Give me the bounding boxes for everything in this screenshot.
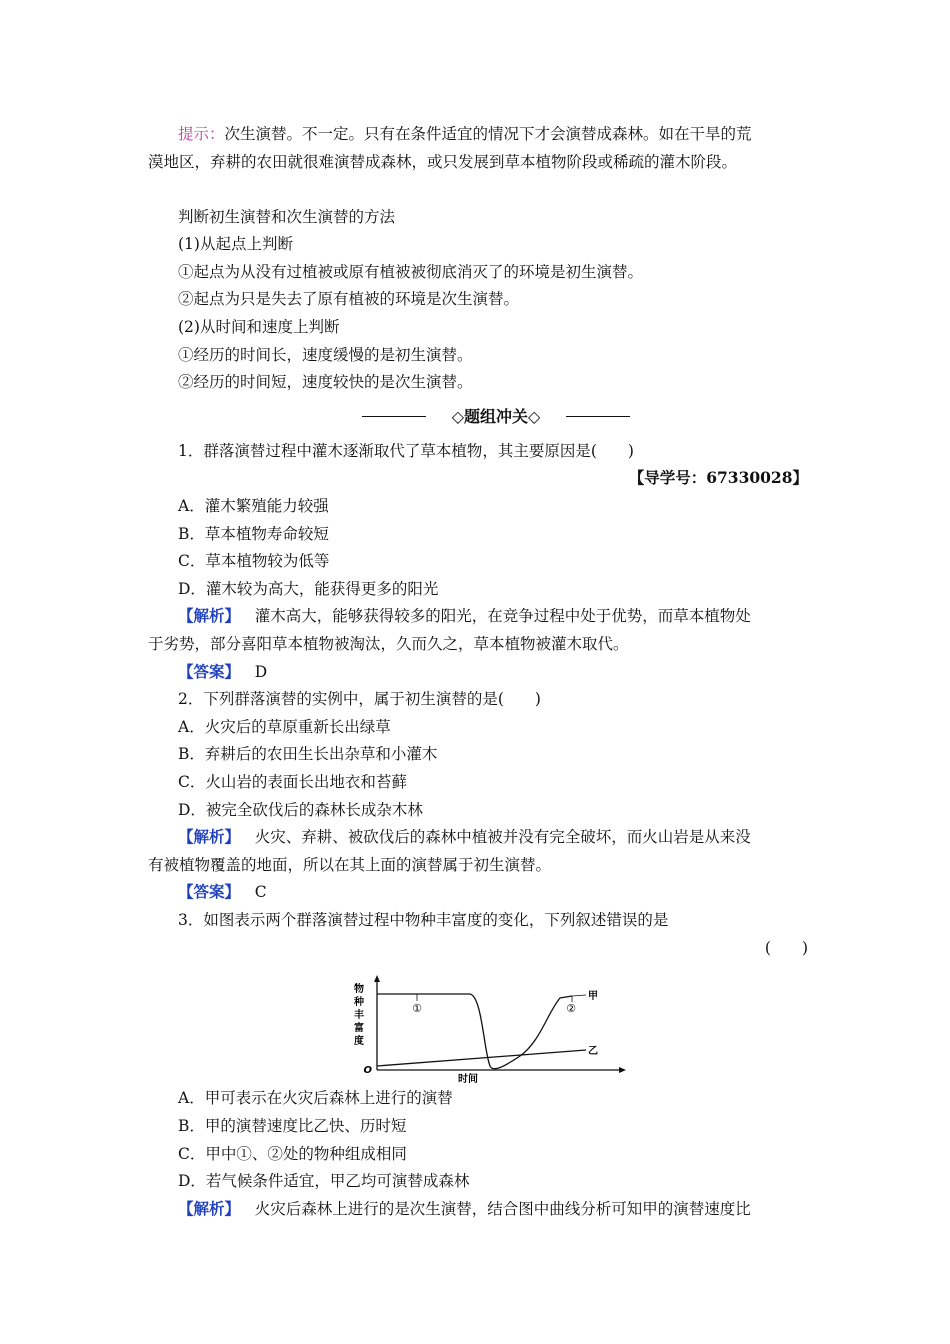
q3-paren: ( ) (764, 939, 808, 957)
section-divider (362, 406, 630, 428)
q3-option-d: D．若气候条件适宜，甲乙均可演替成森林 (178, 1172, 470, 1190)
origin-label: O (363, 1065, 372, 1076)
q1-option-a: A．灌木繁殖能力较强 (178, 497, 329, 515)
answer-tag: 【答案】 (178, 882, 241, 901)
q1-analysis-line-2: 于劣势，部分喜阳草本植物被淘汰，久而久之，草本植物被灌木取代。 (148, 635, 629, 653)
answer-tag: 【答案】 (178, 662, 241, 681)
method-line: ②经历的时间短，速度较快的是次生演替。 (178, 373, 473, 391)
marker-2-label: ② (566, 1002, 576, 1015)
analysis-tag: 【解析】 (178, 1199, 241, 1218)
q1-option-d: D．灌木较为高大，能获得更多的阳光 (178, 580, 439, 598)
y-axis-label-char: 度 (354, 1036, 364, 1047)
q1-analysis-line-1: 【解析】 灌木高大，能够获得较多的阳光，在竞争过程中处于优势，而草本植物处 (178, 606, 751, 625)
method-line: ②起点为只是失去了原有植被的环境是次生演替。 (178, 290, 520, 308)
series-jia-leader (572, 995, 586, 996)
y-axis-arrow (374, 975, 380, 982)
q2-answer: 【答案】 C (178, 882, 267, 901)
y-axis-label-char: 物 (354, 984, 364, 995)
y-axis-label-char: 种 (354, 997, 364, 1008)
hint-label: 提示： (178, 125, 225, 143)
method-title: 判断初生演替和次生演替的方法 (178, 208, 396, 226)
q2-option-b: B．弃耕后的农田生长出杂草和小灌木 (178, 745, 438, 763)
y-axis-label-char: 富 (354, 1023, 364, 1034)
q2-analysis-line-2: 有被植物覆盖的地面，所以在其上面的演替属于初生演替。 (148, 856, 552, 874)
method-line: (2)从时间和速度上判断 (178, 318, 340, 336)
section-title: ◇题组冲关◇ (451, 407, 541, 426)
q3-analysis-line-1: 【解析】 火灾后森林上进行的是次生演替，结合图中曲线分析可知甲的演替速度比 (178, 1199, 751, 1218)
q2-option-c: C．火山岩的表面长出地衣和苔藓 (178, 773, 407, 791)
q1-option-c: C．草本植物较为低等 (178, 552, 330, 570)
q1-answer: 【答案】 D (178, 662, 268, 681)
analysis-tag: 【解析】 (178, 606, 241, 625)
series-yi-line (377, 1050, 586, 1066)
method-line: ①起点为从没有过植被或原有植被被彻底消灭了的环境是初生演替。 (178, 263, 644, 281)
hint-line-1: 提示：次生演替。不一定。只有在条件适宜的情况下才会演替成森林。如在干旱的荒 (178, 125, 752, 143)
analysis-tag: 【解析】 (178, 827, 241, 846)
q2-option-a: A．火灾后的草原重新长出绿草 (178, 718, 391, 736)
q3-option-a: A．甲可表示在火灾后森林上进行的演替 (178, 1089, 453, 1107)
q2-analysis-line-1: 【解析】 火灾、弃耕、被砍伐后的森林中植被并没有完全破坏，而火山岩是从来没 (178, 827, 751, 846)
q1-option-b: B．草本植物寿命较短 (178, 525, 329, 543)
marker-1-label: ① (412, 1002, 422, 1015)
divider-rule-right (566, 416, 630, 417)
x-axis-arrow (619, 1067, 626, 1073)
method-line: (1)从起点上判断 (178, 235, 293, 253)
divider-rule-left (362, 416, 426, 417)
hint-line-2: 漠地区，弃耕的农田就很难演替成森林，或只发展到草本植物阶段或稀疏的灌木阶段。 (148, 153, 738, 171)
q3-stem: 3．如图表示两个群落演替过程中物种丰富度的变化，下列叙述错误的是 (178, 911, 669, 929)
series-jia-line (377, 994, 572, 1069)
method-line: ①经历的时间长，速度缓慢的是初生演替。 (178, 346, 473, 364)
q3-option-c: C．甲中①、②处的物种组成相同 (178, 1145, 407, 1163)
q2-option-d: D．被完全砍伐后的森林长成杂木林 (178, 801, 423, 819)
q2-stem: 2．下列群落演替的实例中，属于初生演替的是( ) (178, 690, 541, 708)
series-yi-label: 乙 (588, 1046, 598, 1057)
q1-ref-number: 【导学号：67330028】 (628, 468, 808, 487)
q3-option-b: B．甲的演替速度比乙快、历时短 (178, 1117, 407, 1135)
succession-chart (350, 972, 630, 1084)
series-jia-label: 甲 (588, 991, 598, 1002)
x-axis-label: 时间 (458, 1074, 478, 1084)
y-axis-label-char: 丰 (354, 1010, 364, 1021)
q1-stem: 1．群落演替过程中灌木逐渐取代了草本植物，其主要原因是( ) (178, 442, 634, 460)
